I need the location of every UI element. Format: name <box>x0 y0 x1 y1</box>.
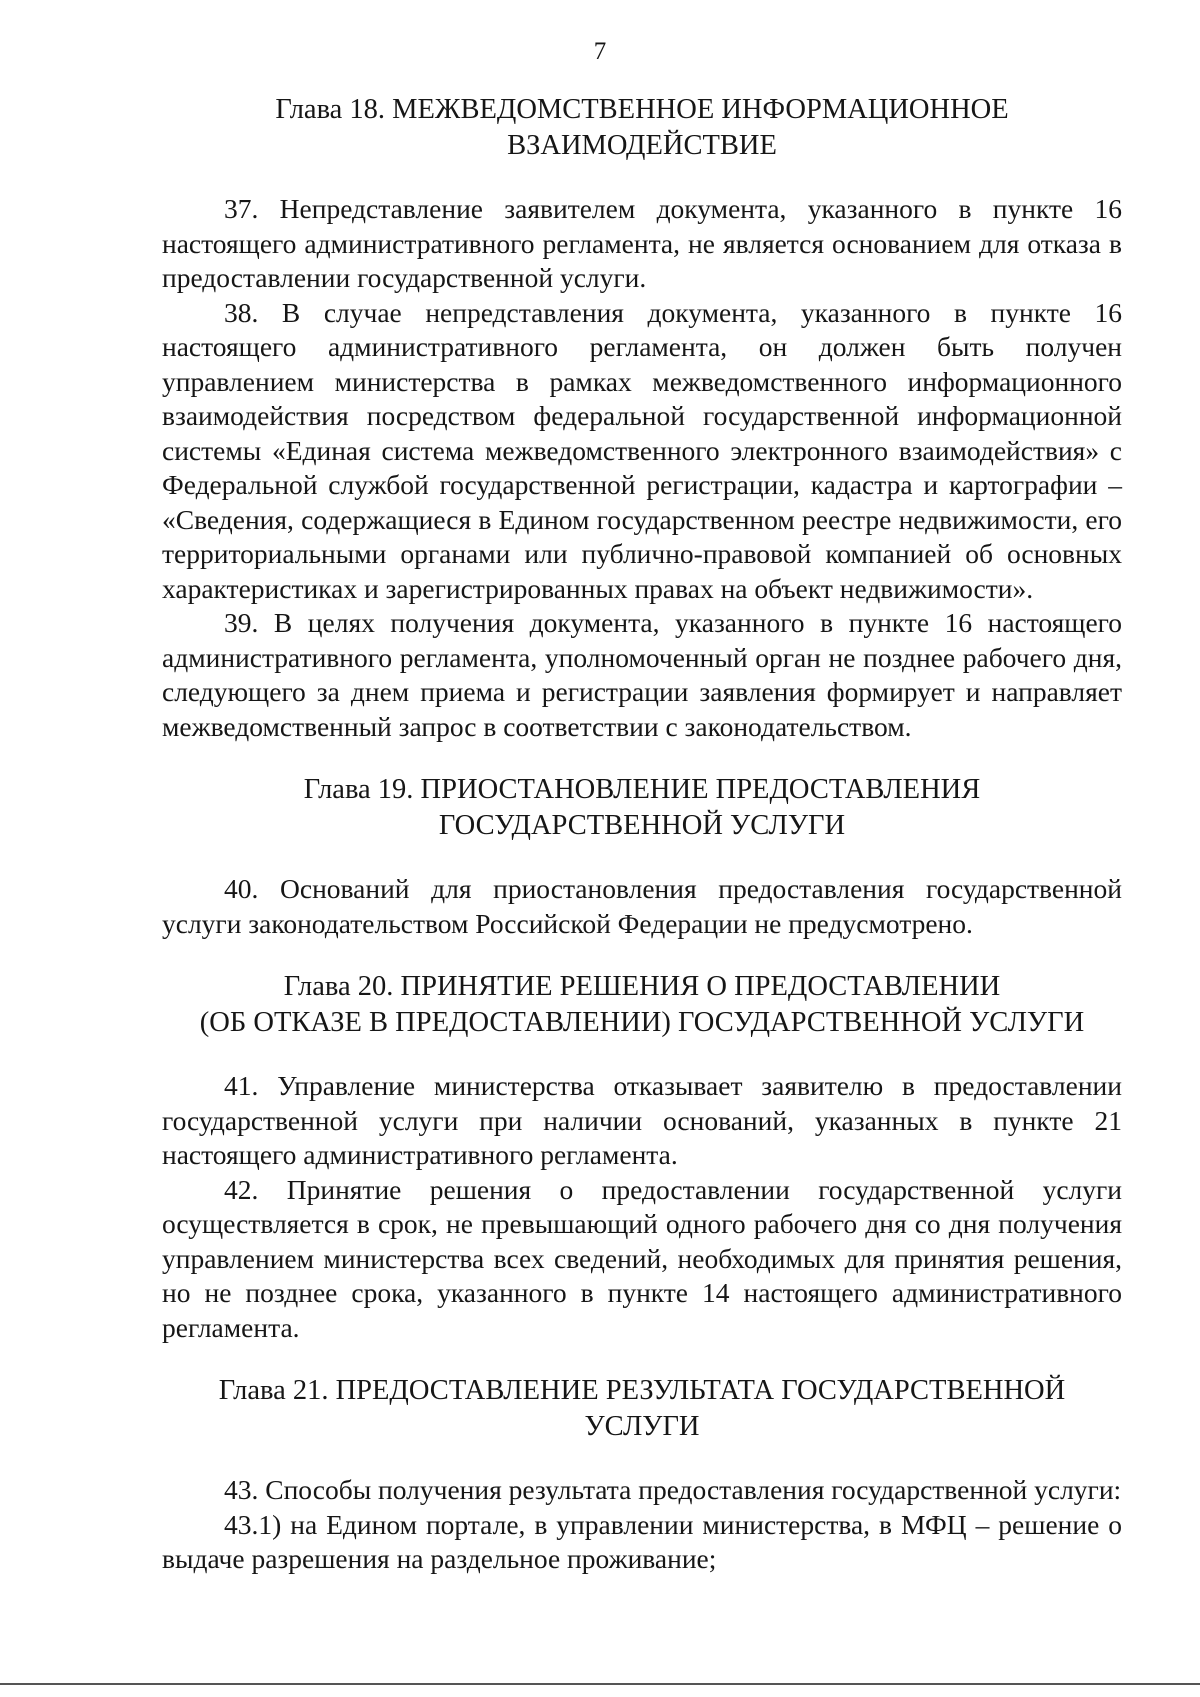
chapter-title-line: Глава 20. ПРИНЯТИЕ РЕШЕНИЯ О ПРЕДОСТАВЛЕНИИ <box>283 971 1001 1002</box>
chapter-title <box>162 1373 1122 1445</box>
chapter-title-line: Глава 18. МЕЖВЕДОМСТВЕННОЕ ИНФОРМАЦИОННОЕ <box>275 94 1009 125</box>
chapter-21 <box>162 1373 1122 1577</box>
paragraph-38: 38. В случае непредставления документа, указанного в пункте 16 настоящего административного регламента, он должен быть получен управлением министерства в рамках межведомственного информационного взаимодействия посредством федеральной государственной информационной системы «Единая система межведомственного электронного взаимодействия» с Федеральной службой государственной регистрации, кадастра и картографии – «Сведения, содержащиеся в Едином государственном реестре недвижимости, его территориальными органами или публично-правовой компанией об основных характеристиках и зарегистрированных правах на объект недвижимости». <box>162 296 1122 604</box>
chapter-18 <box>162 92 1122 744</box>
chapter-title-line: Глава 21. ПРЕДОСТАВЛЕНИЕ РЕЗУЛЬТАТА ГОСУДАРСТВЕННОЙ <box>218 1375 1066 1406</box>
chapter-title <box>162 969 1122 1041</box>
chapter-title-line: ВЗАИМОДЕЙСТВИЕ <box>507 130 777 161</box>
chapter-title-line: УСЛУГИ <box>584 1411 700 1442</box>
chapter-title <box>162 92 1122 164</box>
paragraph-42: 42. Принятие решения о предоставлении государственной услуги осуществляется в срок, не превышающий одного рабочего дня со дня получения управлением министерства всех сведений, необходимых для принятия решения, но не позднее срока, указанного в пункте 14 настоящего административного регламента. <box>162 1173 1122 1343</box>
paragraph-41: 41. Управление министерства отказывает заявителю в предоставлении государственной услуги при наличии оснований, указанных в пункте 21 настоящего административного регламента. <box>162 1070 1122 1170</box>
page-number: 7 <box>593 38 607 65</box>
chapter-title-line: ГОСУДАРСТВЕННОЙ УСЛУГИ <box>438 810 846 841</box>
paragraph-37: 37. Непредставление заявителем документа, указанного в пункте 16 настоящего административного регламента, не является основанием для отказа в предоставлении государственной услуги. <box>162 193 1122 293</box>
chapter-title-line: (ОБ ОТКАЗЕ В ПРЕДОСТАВЛЕНИИ) ГОСУДАРСТВЕННОЙ УСЛУГИ <box>199 1007 1085 1038</box>
scan-edge-line <box>0 1683 1200 1685</box>
paragraph-40: 40. Оснований для приостановления предоставления государственной услуги законодательством Российской Федерации не предусмотрено. <box>162 873 1122 939</box>
chapter-title <box>162 772 1122 844</box>
chapter-title-line: Глава 19. ПРИОСТАНОВЛЕНИЕ ПРЕДОСТАВЛЕНИЯ <box>303 774 981 805</box>
paragraph-39: 39. В целях получения документа, указанного в пункте 16 настоящего административного регламента, уполномоченный орган не позднее рабочего дня, следующего за днем приема и регистрации заявления формирует и направляет межведомственный запрос в соответствии с законодательством. <box>162 607 1122 742</box>
paragraph-43-1: 43.1) на Едином портале, в управлении министерства, в МФЦ – решение о выдаче разрешения на раздельное проживание; <box>162 1508 1122 1574</box>
chapter-19 <box>162 772 1122 941</box>
document-body <box>162 92 1122 1577</box>
paragraph-43: 43. Способы получения результата предоставления государственной услуги: <box>224 1474 1122 1505</box>
chapter-20 <box>162 969 1122 1345</box>
